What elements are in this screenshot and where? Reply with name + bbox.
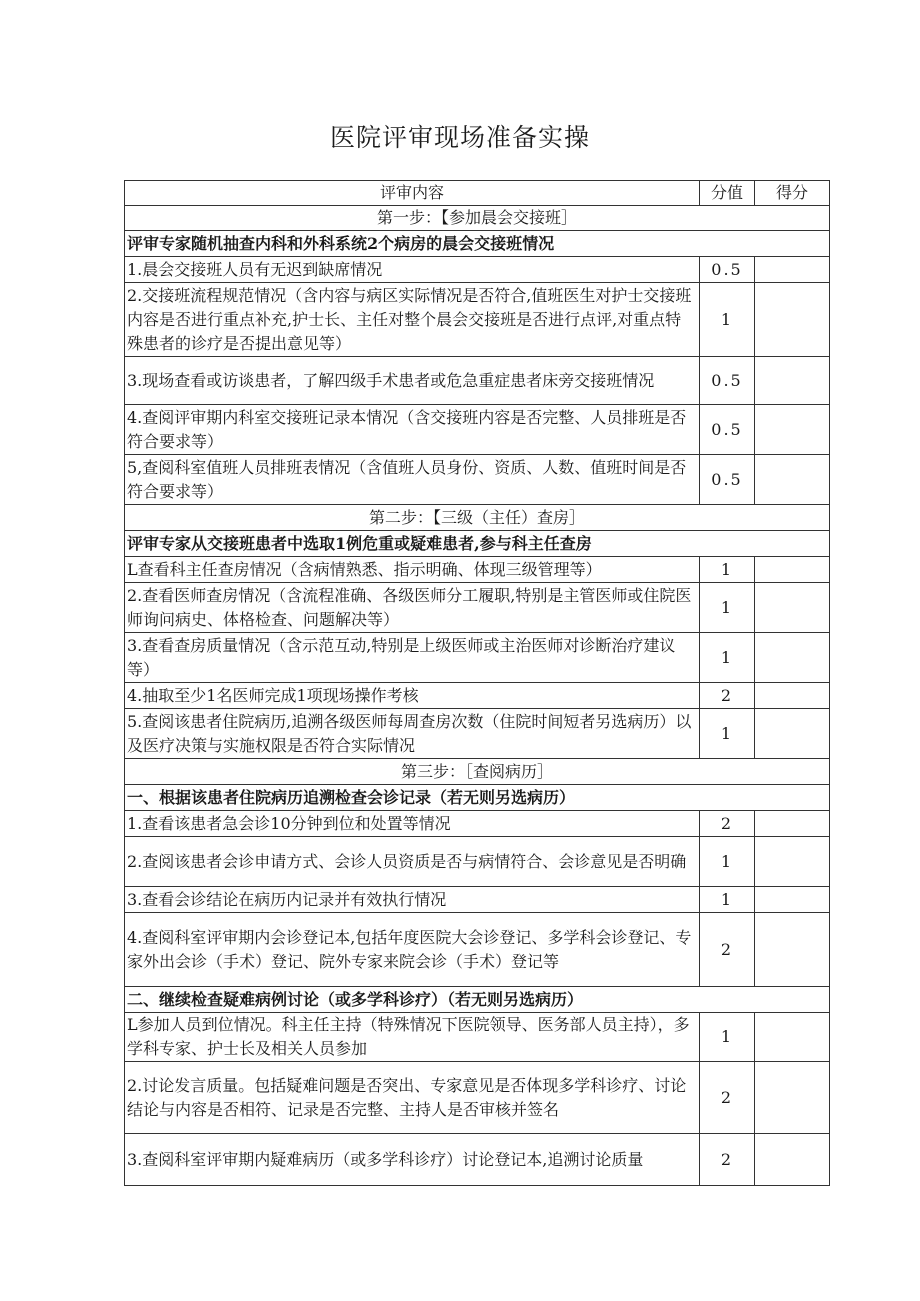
step-row [125, 505, 830, 531]
section-heading: 评审专家随机抽查内科和外科系统2个病房的晨会交接班情况 [125, 231, 830, 257]
section-row [125, 531, 830, 557]
step-heading: 第三步：［查阅病历］ [125, 759, 830, 785]
table-row [125, 283, 830, 357]
item-score: 1 [700, 283, 755, 357]
item-score: 0.5 [700, 405, 755, 455]
item-got-score[interactable] [755, 633, 830, 683]
table-row [125, 709, 830, 759]
step-row [125, 759, 830, 785]
item-got-score[interactable] [755, 583, 830, 633]
item-score: 2 [700, 913, 755, 987]
item-content: 3.现场查看或访谈患者，了解四级手术患者或危急重症患者床旁交接班情况 [125, 357, 700, 405]
item-content: 1.晨会交接班人员有无迟到缺席情况 [125, 257, 700, 283]
section-row [125, 231, 830, 257]
item-content: 3.查看会诊结论在病历内记录并有效执行情况 [125, 887, 700, 913]
item-score: 1 [700, 633, 755, 683]
item-got-score[interactable] [755, 283, 830, 357]
item-content: 2.讨论发言质量。包括疑难问题是否突出、专家意见是否体现多学科诊疗、讨论结论与内容是否相符、记录是否完整、主持人是否审核并签名 [125, 1062, 700, 1134]
item-got-score[interactable] [755, 913, 830, 987]
table-row [125, 257, 830, 283]
item-content: L查看科主任查房情况（含病情熟悉、指示明确、体现三级管理等） [125, 557, 700, 583]
item-got-score[interactable] [755, 557, 830, 583]
item-score: 2 [700, 1134, 755, 1186]
item-score: 1 [700, 887, 755, 913]
item-content: L参加人员到位情况。科主任主持（特殊情况下医院领导、医务部人员主持），多学科专家、护士长及相关人员参加 [125, 1013, 700, 1062]
item-content: 3.查看查房质量情况（含示范互动,特别是上级医师或主治医师对诊断治疗建议等） [125, 633, 700, 683]
item-content: 1.查看该患者急会诊10分钟到位和处置等情况 [125, 811, 700, 837]
item-content: 3.查阅科室评审期内疑难病历（或多学科诊疗）讨论登记本,追溯讨论质量 [125, 1134, 700, 1186]
section-heading: 二、继续检查疑难病例讨论（或多学科诊疗）（若无则另选病历） [125, 987, 830, 1013]
table-row [125, 1062, 830, 1134]
item-content: 2.交接班流程规范情况（含内容与病区实际情况是否符合,值班医生对护士交接班内容是否进行重点补充,护士长、主任对整个晨会交接班是否进行点评,对重点特殊患者的诊疗是否提出意见等） [125, 283, 700, 357]
section-row [125, 785, 830, 811]
step-heading: 第一步：【参加晨会交接班］ [125, 206, 830, 231]
item-got-score[interactable] [755, 1062, 830, 1134]
header-content: 评审内容 [125, 181, 700, 206]
item-score: 1 [700, 557, 755, 583]
item-score: 2 [700, 811, 755, 837]
table-row [125, 1134, 830, 1186]
table-row [125, 887, 830, 913]
header-row [125, 181, 830, 206]
item-got-score[interactable] [755, 257, 830, 283]
item-got-score[interactable] [755, 887, 830, 913]
section-heading: 评审专家从交接班患者中选取1例危重或疑难患者,参与科主任查房 [125, 531, 830, 557]
table-row [125, 357, 830, 405]
item-got-score[interactable] [755, 709, 830, 759]
table-row [125, 557, 830, 583]
step-row [125, 206, 830, 231]
item-content: 5,查阅科室值班人员排班表情况（含值班人员身份、资质、人数、值班时间是否符合要求等） [125, 455, 700, 505]
item-score: 1 [700, 709, 755, 759]
section-row [125, 987, 830, 1013]
table-row [125, 633, 830, 683]
table-row [125, 583, 830, 633]
header-got: 得分 [755, 181, 830, 206]
item-score: 2 [700, 683, 755, 709]
item-content: 5.查阅该患者住院病历,追溯各级医师每周查房次数（住院时间短者另选病历）以及医疗决策与实施权限是否符合实际情况 [125, 709, 700, 759]
table-row [125, 837, 830, 887]
item-content: 4.抽取至少1名医师完成1项现场操作考核 [125, 683, 700, 709]
table-row [125, 1013, 830, 1062]
header-score: 分值 [700, 181, 755, 206]
item-got-score[interactable] [755, 811, 830, 837]
item-score: 0.5 [700, 455, 755, 505]
step-heading: 第二步：【三级（主任）查房］ [125, 505, 830, 531]
table-row [125, 455, 830, 505]
item-score: 1 [700, 583, 755, 633]
item-got-score[interactable] [755, 1134, 830, 1186]
item-content: 4.查阅科室评审期内会诊登记本,包括年度医院大会诊登记、多学科会诊登记、专家外出会诊（手术）登记、院外专家来院会诊（手术）登记等 [125, 913, 700, 987]
table-row [125, 683, 830, 709]
table-row [125, 811, 830, 837]
item-score: 2 [700, 1062, 755, 1134]
item-content: 2.查阅该患者会诊申请方式、会诊人员资质是否与病情符合、会诊意见是否明确 [125, 837, 700, 887]
item-score: 0.5 [700, 257, 755, 283]
item-got-score[interactable] [755, 455, 830, 505]
section-heading: 一、根据该患者住院病历追溯检查会诊记录（若无则另选病历） [125, 785, 830, 811]
item-content: 4.查阅评审期内科室交接班记录本情况（含交接班内容是否完整、人员排班是否符合要求等） [125, 405, 700, 455]
item-score: 1 [700, 837, 755, 887]
item-got-score[interactable] [755, 405, 830, 455]
table-row [125, 913, 830, 987]
review-table [124, 180, 830, 1186]
table-row [125, 405, 830, 455]
item-score: 1 [700, 1013, 755, 1062]
item-content: 2.查看医师查房情况（含流程准确、各级医师分工履职,特别是主管医师或住院医师询问病史、体格检查、问题解决等） [125, 583, 700, 633]
item-got-score[interactable] [755, 683, 830, 709]
item-got-score[interactable] [755, 837, 830, 887]
item-score: 0.5 [700, 357, 755, 405]
page-title: 医院评审现场准备实操 [329, 123, 590, 152]
item-got-score[interactable] [755, 357, 830, 405]
review-table-body [125, 206, 830, 1186]
item-got-score[interactable] [755, 1013, 830, 1062]
